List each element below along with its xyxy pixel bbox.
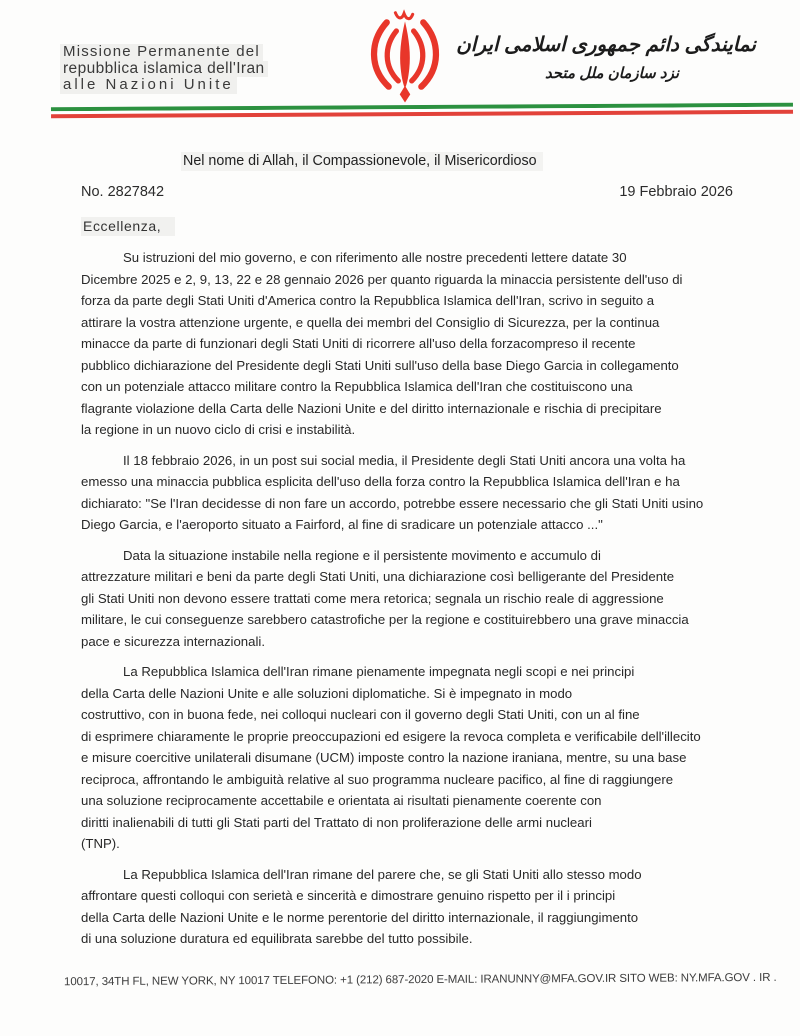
letter-date: 19 Febbraio 2026 (619, 184, 733, 200)
letterhead-line-2: repubblica islamica dell'Iran (60, 61, 268, 78)
paragraph-2: Il 18 febbraio 2026, in un post sui social media, il Presidente degli Stati Uniti ancora una volta ha emesso una minaccia pubblica esplicita dell'uso della forza contro la Repubblica Islamica dell'Iran e ha dichiarato: "Se l'Iran decidesse di non fare un accordo, potrebbe essere necessario che gli Stati Uniti usino Diego Garcia, e l'aeroporto situato a Fairford, al fine di sradicare un potenziale attacco ..." (81, 452, 704, 532)
letterhead-persian-line-2: نزد سازمان ملل متحد (544, 65, 680, 82)
iran-emblem-icon (357, 5, 453, 105)
paragraph-1: Su istruzioni del mio governo, e con riferimento alle nostre precedenti lettere datate 30 Dicembre 2025 e 2, 9, 13, 22 e 28 gennaio 2026 per quanto riguarda la minaccia persistente dell'uso di forza da parte degli Stati Uniti d'America contro la Repubblica Islamica dell'Iran, scrivo in seguito a attirare la vostra attenzione urgente, e quella dei membri del Consiglio di Sicurezza, per la continua minacce da parte di funzionari degli Stati Uniti di ricorrere all'uso della forzacompreso il recente pubblico dichiarazione del Presidente degli Stati Uniti sull'uso della base Diego Garcia in collegamento con un potenziale attacco militare contro la Repubblica Islamica dell'Iran che costituiscono una flagrante violazione della Carta delle Nazioni Unite e del diritto internazionale e rischia di precipitare la regione in un nuovo ciclo di crisi e instabilità. (81, 250, 683, 437)
salutation: Eccellenza, (81, 217, 175, 236)
paragraph-4: La Repubblica Islamica dell'Iran rimane pienamente impegnata negli scopi e nei principi della Carta delle Nazioni Unite e alle soluzioni diplomatiche. Si è impegnato in modo costruttivo, con in buona fede, nei colloqui nucleari con il governo degli Stati Uniti, con un al fine di esprimere chiaramente le proprie preoccupazioni ed esigere la revoca completa e verificabile dell'illecito e misure coercitive unilaterali disumane (UCM) imposte contro la nazione iraniana, mentre, su una base reciproca, affrontando le ambiguità relative al suo programma nucleare pacifico, al fine di raggiungere una soluzione reciprocamente accettabile e orientata ai risultati pienamente coerente con diritti inalienabili di tutti gli Stati parti del Trattato di non proliferazione delle armi nucleari (TNP). (81, 664, 701, 851)
flag-tricolor-rule (51, 103, 793, 119)
bismillah-line: Nel nome di Allah, il Compassionevole, il Misericordioso (181, 152, 543, 171)
footer-contact: 10017, 34TH FL, NEW YORK, NY 10017 TELEFONO: +1 (212) 687-2020 E-MAIL: IRANUNNY@MFA.GOV.IR SITO WEB: NY.MFA.GOV . IR . (63, 971, 777, 989)
reference-row (81, 184, 733, 200)
paragraph-5: La Repubblica Islamica dell'Iran rimane del parere che, se gli Stati Uniti allo stesso modo affrontare questi colloqui con serietà e sincerità e dimostrare genuino rispetto per il i principi della Carta delle Nazioni Unite e le norme perentorie del diritto internazionale, il raggiungimento di una soluzione duratura ed equilibrata sarebbe del tutto possibile. (81, 866, 642, 946)
letterhead-persian-line-1: نمایندگی دائم جمهوری اسلامی ایران (456, 34, 756, 56)
reference-number: No. 2827842 (81, 184, 165, 200)
letter-body (81, 247, 749, 959)
letterhead-italian (60, 44, 268, 94)
letterhead-persian (456, 30, 756, 85)
letterhead-line-1: Missione Permanente del (60, 44, 263, 61)
letterhead-line-3: alle Nazioni Unite (60, 77, 237, 94)
paragraph-3: Data la situazione instabile nella regione e il persistente movimento e accumulo di attrezzature militari e beni da parte degli Stati Uniti, una dichiarazione così belligerante del Presidente gli Stati Uniti non devono essere trattati come mera retorica; segnala un rischio reale di aggressione militare, le cui conseguenze sarebbero catastrofiche per la regione e costituirebbero una grave minaccia pace e sicurezza internazionali. (81, 547, 689, 649)
